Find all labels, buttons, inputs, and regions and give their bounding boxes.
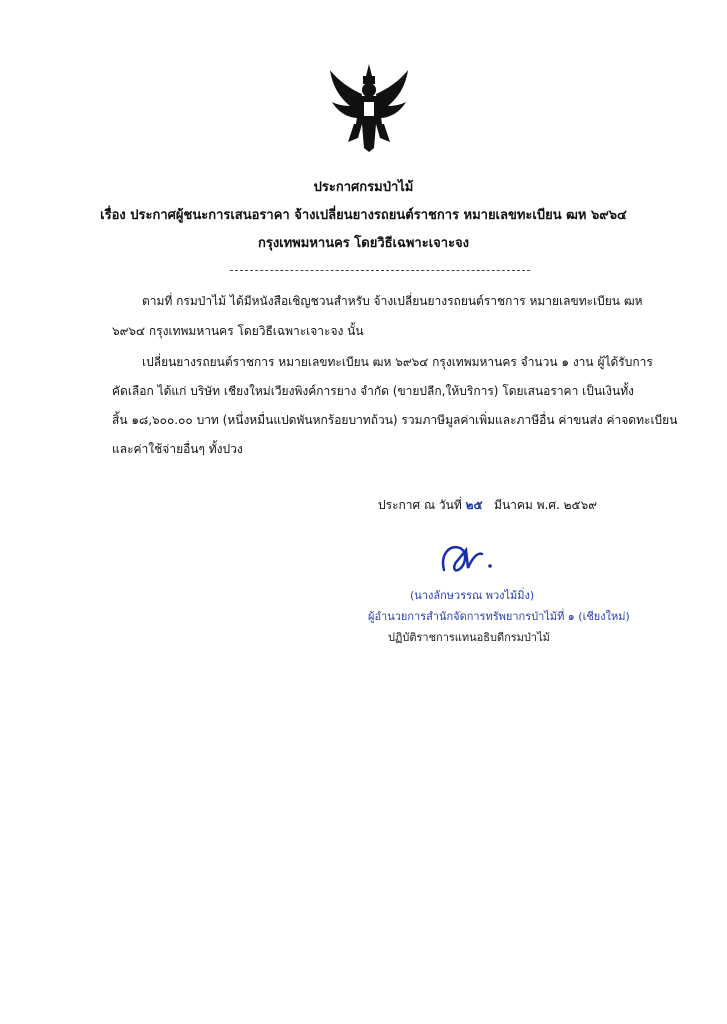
announcement-title: ประกาศกรมป่าไม้ — [313, 180, 414, 195]
handwritten-signature — [438, 540, 518, 576]
date-prefix: ประกาศ ณ วันที่ — [378, 498, 462, 512]
subject-line: เรื่อง ประกาศผู้ชนะการเสนอราคา จ้างเปลี่ยนยางรถยนต์ราชการ หมายเลขทะเบียน ฒห ๖๙๖๔ — [100, 208, 627, 223]
paragraph-2-line-1: เปลี่ยนยางรถยนต์ราชการ หมายเลขทะเบียน ฒห ๖๙๖๔ กรุงเทพมหานคร จำนวน ๑ งาน ผู้ได้รับการ — [142, 355, 653, 369]
signer-position: ผู้อำนวยการสำนักจัดการทรัพยากรป่าไม้ที่ ๑ (เชียงใหม่) — [368, 610, 630, 623]
date-suffix: มีนาคม พ.ศ. ๒๕๖๙ — [494, 498, 598, 512]
garuda-emblem-icon — [328, 62, 410, 154]
subject-line-continued: กรุงเทพมหานคร โดยวิธีเฉพาะเจาะจง — [257, 236, 470, 251]
paragraph-2-line-3: สิ้น ๑๘,๖๐๐.๐๐ บาท (หนึ่งหมื่นแปดพันหกร้อยบาทถ้วน) รวมภาษีมูลค่าเพิ่มและภาษีอื่น ค่าขนส่ง ค่าจดทะเบียน — [112, 413, 678, 427]
signer-name: (นางลักษวรรณ พวงไม้มิ่ง) — [410, 589, 535, 602]
paragraph-1-line-2: ๖๙๖๔ กรุงเทพมหานคร โดยวิธีเฉพาะเจาะจง นั้น — [112, 324, 364, 338]
divider — [230, 270, 530, 271]
paragraph-1-line-1: ตามที่ กรมป่าไม้ ได้มีหนังสือเชิญชวนสำหรับ จ้างเปลี่ยนยางรถยนต์ราชการ หมายเลขทะเบียน ฒห — [142, 294, 643, 308]
date-day: ๒๕ — [465, 498, 483, 512]
paragraph-2-line-2: คัดเลือก ได้แก่ บริษัท เชียงใหม่เวียงพิงค์การยาง จำกัด (ขายปลีก,ให้บริการ) โดยเสนอราคา เป็นเงินทั้ง — [112, 384, 634, 398]
signer-acting-for: ปฏิบัติราชการแทนอธิบดีกรมป่าไม้ — [388, 631, 550, 644]
paragraph-2-line-4: และค่าใช้จ่ายอื่นๆ ทั้งปวง — [112, 442, 243, 456]
announcement-date — [378, 496, 597, 515]
